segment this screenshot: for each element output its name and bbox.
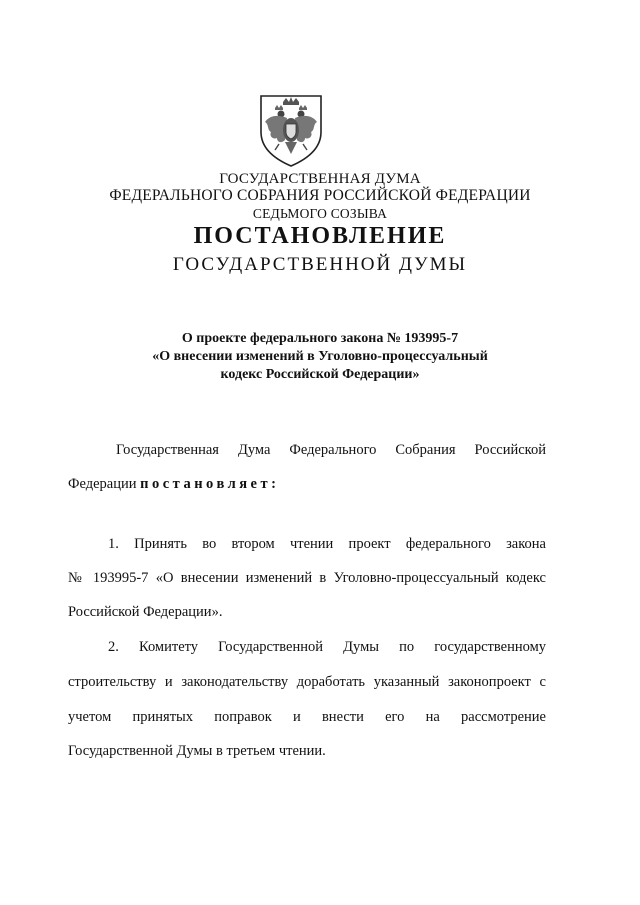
resolution-heading: [0, 330, 640, 384]
intro-line-2-start: Федерации: [68, 476, 137, 492]
org-line-federal-assembly: ФЕДЕРАЛЬНОГО СОБРАНИЯ РОССИЙСКОЙ ФЕДЕРАЦИИ: [109, 187, 531, 204]
coat-of-arms-icon: [253, 92, 329, 168]
org-line-duma: ГОСУДАРСТВЕННАЯ ДУМА: [219, 171, 421, 187]
item-2-line-4: Государственной Думы в третьем чтении.: [68, 743, 326, 759]
resolves-word: постановляет:: [140, 476, 280, 492]
org-line-convocation: СЕДЬМОГО СОЗЫВА: [252, 206, 388, 221]
heading-line-1: О проекте федерального закона № 193995-7: [181, 331, 459, 346]
heading-line-2: «О внесении изменений в Уголовно-процессуальный: [152, 349, 488, 364]
item-1-line-3: Российской Федерации».: [68, 604, 223, 620]
intro-line-2: [68, 475, 546, 493]
document-subtitle: ГОСУДАРСТВЕННОЙ ДУМЫ: [172, 254, 468, 275]
heading-line-3: кодекс Российской Федерации»: [220, 367, 420, 382]
item-2-line-3: учетом принятых поправок и внести его на рассмотрение: [68, 709, 546, 725]
document-title: ПОСТАНОВЛЕНИЕ: [193, 223, 447, 249]
item-1-line-1: 1. Принять во втором чтении проект федерального закона: [108, 536, 546, 552]
item-2-line-2: строительству и законодательству доработать указанный законопроект с: [68, 674, 546, 690]
intro-line-1: Государственная Дума Федерального Собрания Российской: [116, 442, 546, 458]
item-2-line-1: 2. Комитету Государственной Думы по государственному: [108, 639, 546, 655]
item-1-line-2: № 193995-7 «О внесении изменений в Уголовно-процессуальный кодекс: [68, 570, 546, 586]
